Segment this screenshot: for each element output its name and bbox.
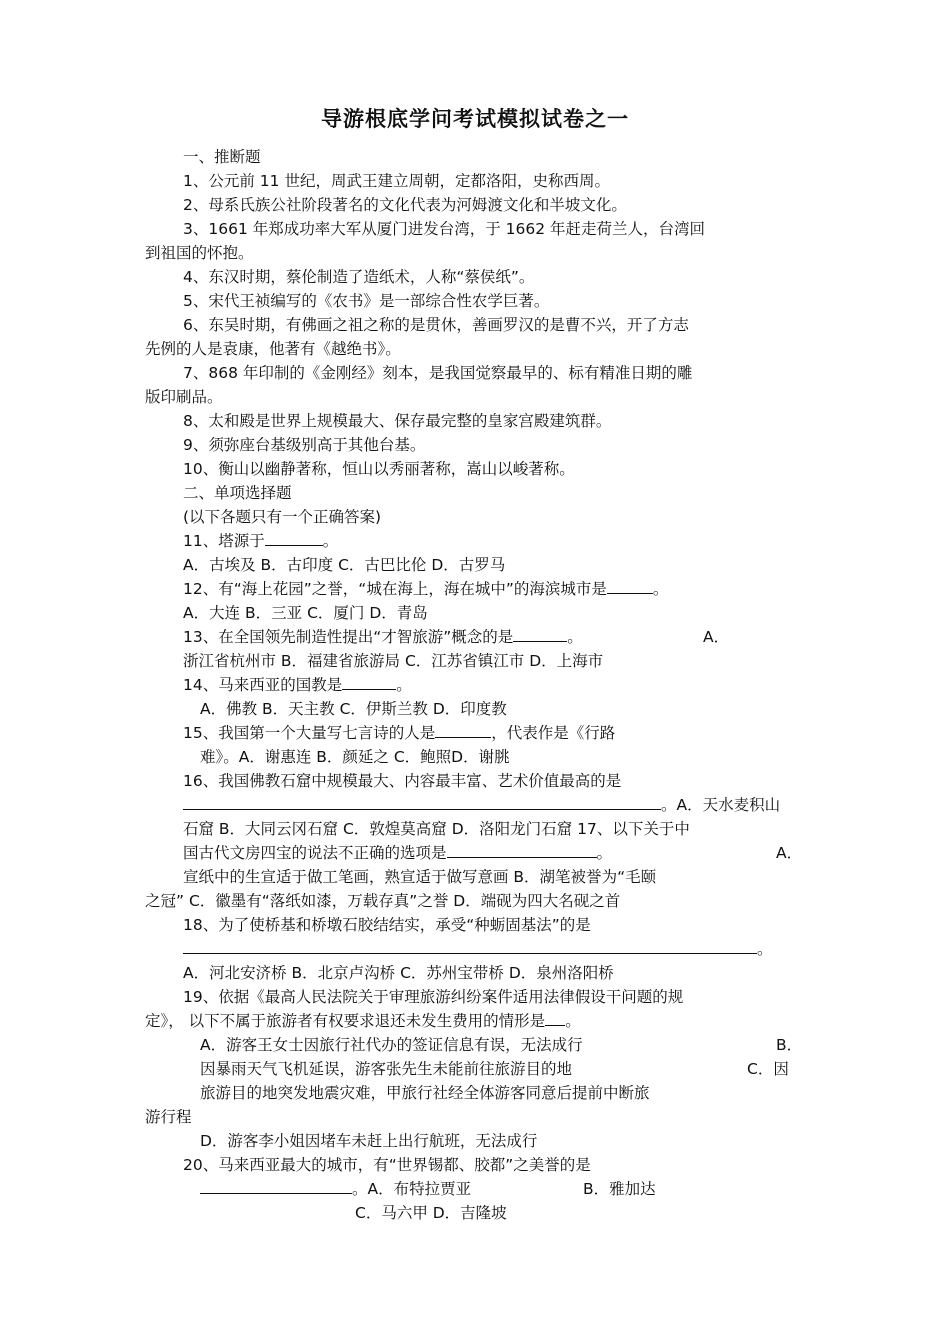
question-line: 1、公元前 11 世纪，周武王建立周朝，定都洛阳，史称西周。 xyxy=(183,172,610,190)
options-line: 石窟 B．大同云冈石窟 C．敦煌莫高窟 D．洛阳龙门石窟 17、以下关于中 xyxy=(183,820,690,838)
answer-blank xyxy=(183,795,661,810)
question-line: 3、1661 年郑成功率大军从厦门进发台湾，于 1662 年赶走荷兰人，台湾回 xyxy=(183,220,706,238)
answer-blank xyxy=(447,843,597,858)
options-line: C．马六甲 D．吉隆坡 xyxy=(355,1204,507,1222)
option-label: B．雅加达 xyxy=(583,1180,656,1198)
question-line xyxy=(183,531,338,551)
instruction-line: (以下各题只有一个正确答案) xyxy=(183,508,382,526)
option-label: A． xyxy=(776,844,803,862)
options-line: A．佛教 B．天主教 C．伊斯兰教 D．印度教 xyxy=(200,700,507,718)
question-text: 。 xyxy=(322,532,339,550)
options-line: 宣纸中的生宣适于做工笔画，熟宣适于做写意画 B．湖笔被誉为“毛颐 xyxy=(183,868,657,886)
question-line: 9、须弥座台基级别高于其他台基。 xyxy=(183,436,426,454)
question-line: 6、东吴时期，有佛画之祖之称的是贯休，善画罗汉的是曹不兴，开了方志 xyxy=(183,316,689,334)
question-line: 16、我国佛教石窟中规模最大、内容最丰富、艺术价值最高的是 xyxy=(183,772,622,790)
question-line: 到祖国的怀抱。 xyxy=(145,244,254,262)
section-heading-judgement: 一、推断题 xyxy=(183,148,261,166)
question-text: 13、在全国领先制造性提出“才智旅游”概念的是 xyxy=(183,628,514,646)
options-line: 之冠” C．徽墨有“落纸如漆，万载存真”之誉 D．端砚为四大名砚之首 xyxy=(145,892,621,910)
question-line: 10、衡山以幽静著称，恒山以秀丽著称，嵩山以峻著称。 xyxy=(183,460,575,478)
question-line xyxy=(183,675,412,695)
question-text: 。 xyxy=(567,628,583,646)
option-line: D．游客李小姐因堵车未赶上出行航班，无法成行 xyxy=(200,1132,538,1150)
question-text: 国古代文房四宝的说法不正确的选项是 xyxy=(183,844,447,862)
question-text: 。A．天水麦积山 xyxy=(661,796,781,814)
question-line: 先例的人是袁康，他著有《越绝书》。 xyxy=(145,340,401,358)
options-line: A．河北安济桥 B．北京卢沟桥 C．苏州宝带桥 D．泉州洛阳桥 xyxy=(183,964,614,982)
question-line: 7、868 年印制的《金刚经》刻本，是我国觉察最早的、标有精准日期的雕 xyxy=(183,364,693,382)
answer-blank xyxy=(342,675,396,690)
question-line xyxy=(183,627,583,647)
options-line: 难》。A．谢惠连 B．颜延之 C．鲍照D．谢朓 xyxy=(200,748,510,766)
question-text: 定》， 以下不属于旅游者有权要求退还未发生费用的情形是 xyxy=(145,1012,546,1030)
question-line: 19、依据《最高人民法院关于审理旅游纠纷案件适用法律假设干问题的规 xyxy=(183,988,684,1006)
options-line: A．大连 B．三亚 C．厦门 D．青岛 xyxy=(183,604,428,622)
answer-blank xyxy=(435,723,491,738)
question-line: 8、太和殿是世界上规模最大、保存最完整的皇家宫殿建筑群。 xyxy=(183,412,612,430)
question-text: 15、我国第一个大量写七言诗的人是 xyxy=(183,724,436,742)
question-text: 。 xyxy=(396,676,412,694)
question-line: 2、母系氏族公社阶段著名的文化代表为河姆渡文化和半坡文化。 xyxy=(183,196,627,214)
answer-blank xyxy=(265,531,323,546)
question-line xyxy=(145,1011,581,1031)
question-line xyxy=(183,723,615,743)
options-line: 浙江省杭州市 B．福建省旅游局 C．江苏省镇江市 D．上海市 xyxy=(183,652,604,670)
question-line: 18、为了使桥基和桥墩石胶结结实，承受“种蛎固基法”的是 xyxy=(183,916,591,934)
option-label: B． xyxy=(776,1036,803,1054)
question-line: 20、马来西亚最大的城市，有“世界锡都、胶都”之美誉的是 xyxy=(183,1156,591,1174)
option-label: C．因 xyxy=(747,1060,789,1078)
question-line xyxy=(183,939,773,959)
question-text: 12、有“海上花园”之誉，“城在海上，海在城中”的海滨城市是 xyxy=(183,580,607,598)
option-line: 因暴雨天气飞机延误，游客张先生未能前往旅游目的地 xyxy=(200,1060,573,1078)
question-text: 。 xyxy=(565,1012,581,1030)
question-line xyxy=(183,579,668,599)
answer-blank xyxy=(183,939,757,954)
answer-blank xyxy=(513,627,567,642)
question-text: ，代表作是《行路 xyxy=(491,724,616,742)
option-line: 游行程 xyxy=(145,1108,192,1126)
document-title: 导游根底学问考试模拟试卷之一 xyxy=(321,107,629,131)
question-line xyxy=(200,1179,471,1199)
question-text: 。A．布特拉贾亚 xyxy=(352,1180,472,1198)
question-line: 4、东汉时期，蔡伦制造了造纸术，人称“蔡侯纸”。 xyxy=(183,268,535,286)
question-text: 。 xyxy=(757,940,773,958)
question-text: 。 xyxy=(596,844,613,862)
options-line: A．古埃及 B．古印度 C．古巴比伦 D．古罗马 xyxy=(183,556,506,574)
question-line xyxy=(183,843,612,863)
question-line xyxy=(183,795,780,815)
answer-blank xyxy=(545,1011,565,1026)
question-text: 。 xyxy=(652,580,669,598)
answer-blank xyxy=(607,579,653,594)
option-line: 旅游目的地突发地震灾难，甲旅行社经全体游客同意后提前中断旅 xyxy=(200,1084,650,1102)
question-text: 14、马来西亚的国教是 xyxy=(183,676,343,694)
question-line: 版印刷品。 xyxy=(145,388,223,406)
option-line: A．游客王女士因旅行社代办的签证信息有误，无法成行 xyxy=(200,1036,583,1054)
answer-blank xyxy=(200,1179,352,1194)
question-text: 11、塔源于 xyxy=(183,532,265,550)
question-line: 5、宋代王祯编写的《农书》是一部综合性农学巨著。 xyxy=(183,292,550,310)
option-label: A． xyxy=(703,628,730,646)
section-heading-single-choice: 二、单项选择题 xyxy=(183,484,292,502)
